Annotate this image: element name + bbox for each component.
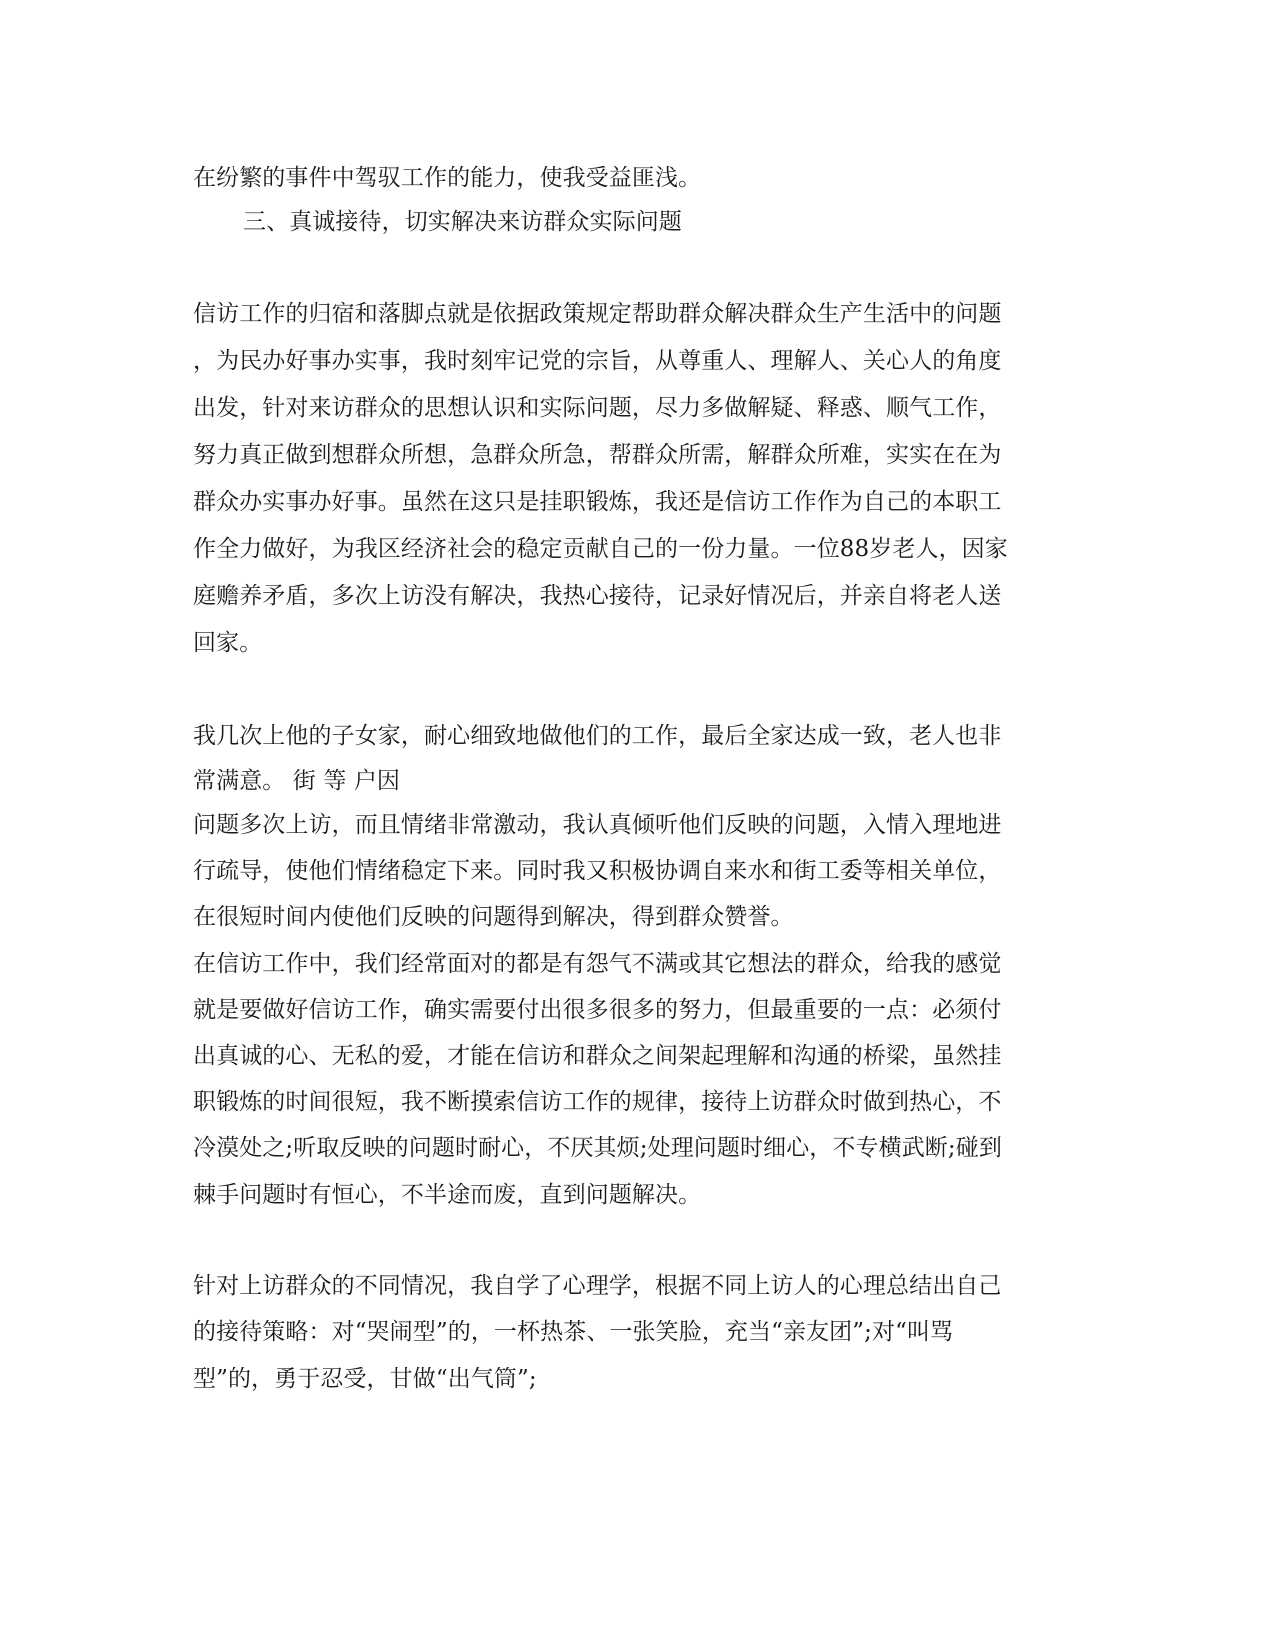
text-line: 棘手问题时有恒心，不半途而废，直到问题解决。 [193,1182,702,1208]
text-line: 问题多次上访，而且情绪非常激动，我认真倾听他们反映的问题，入情入理地进 [193,812,1002,838]
text-line: 就是要做好信访工作，确实需要付出很多很多的努力，但最重要的一点：必须付 [193,997,1002,1023]
section-heading: 三、真诚接待，切实解决来访群众实际问题 [243,209,682,235]
text-line: 出真诚的心、无私的爱，才能在信访和群众之间架起理解和沟通的桥梁，虽然挂 [193,1043,1002,1069]
text-line: 群众办实事办好事。虽然在这只是挂职锻炼，我还是信访工作作为自己的本职工 [193,489,1002,515]
text-line: 努力真正做到想群众所想，急群众所急，帮群众所需，解群众所难，实实在在为 [193,442,1002,468]
text-line: 型”的，勇于忍受，甘做“出气筒”; [193,1366,537,1392]
text-line: 在纷繁的事件中驾驭工作的能力，使我受益匪浅。 [193,165,702,191]
text-line: 庭赡养矛盾，多次上访没有解决，我热心接待，记录好情况后，并亲自将老人送 [193,583,1002,609]
text-line: 常满意。 街 等 户因 [193,768,401,794]
text-line: 信访工作的归宿和落脚点就是依据政策规定帮助群众解决群众生产生活中的问题 [193,301,1002,327]
text-line: 回家。 [193,630,263,656]
text-line: 在信访工作中，我们经常面对的都是有怨气不满或其它想法的群众，给我的感觉 [193,951,1002,977]
text-line: 作全力做好，为我区经济社会的稳定贡献自己的一份力量。一位88岁老人，因家 [193,536,1008,562]
text-line: ，为民办好事办实事，我时刻牢记党的宗旨，从尊重人、理解人、关心人的角度 [193,348,1002,374]
text-line: 出发，针对来访群众的思想认识和实际问题，尽力多做解疑、释惑、顺气工作， [193,395,1002,421]
text-line: 的接待策略：对“哭闹型”的，一杯热茶、一张笑脸，充当“亲友团”;对“叫骂 [193,1319,954,1345]
text-line: 行疏导，使他们情绪稳定下来。同时我又积极协调自来水和街工委等相关单位， [193,858,1002,884]
text-line: 冷漠处之;听取反映的问题时耐心，不厌其烦;处理问题时细心，不专横武断;碰到 [193,1135,1002,1161]
text-line: 我几次上他的子女家，耐心细致地做他们的工作，最后全家达成一致，老人也非 [193,723,1002,749]
text-line: 针对上访群众的不同情况，我自学了心理学，根据不同上访人的心理总结出自己 [193,1273,1002,1299]
text-line: 职锻炼的时间很短，我不断摸索信访工作的规律，接待上访群众时做到热心，不 [193,1089,1002,1115]
text-line: 在很短时间内使他们反映的问题得到解决，得到群众赞誉。 [193,904,794,930]
